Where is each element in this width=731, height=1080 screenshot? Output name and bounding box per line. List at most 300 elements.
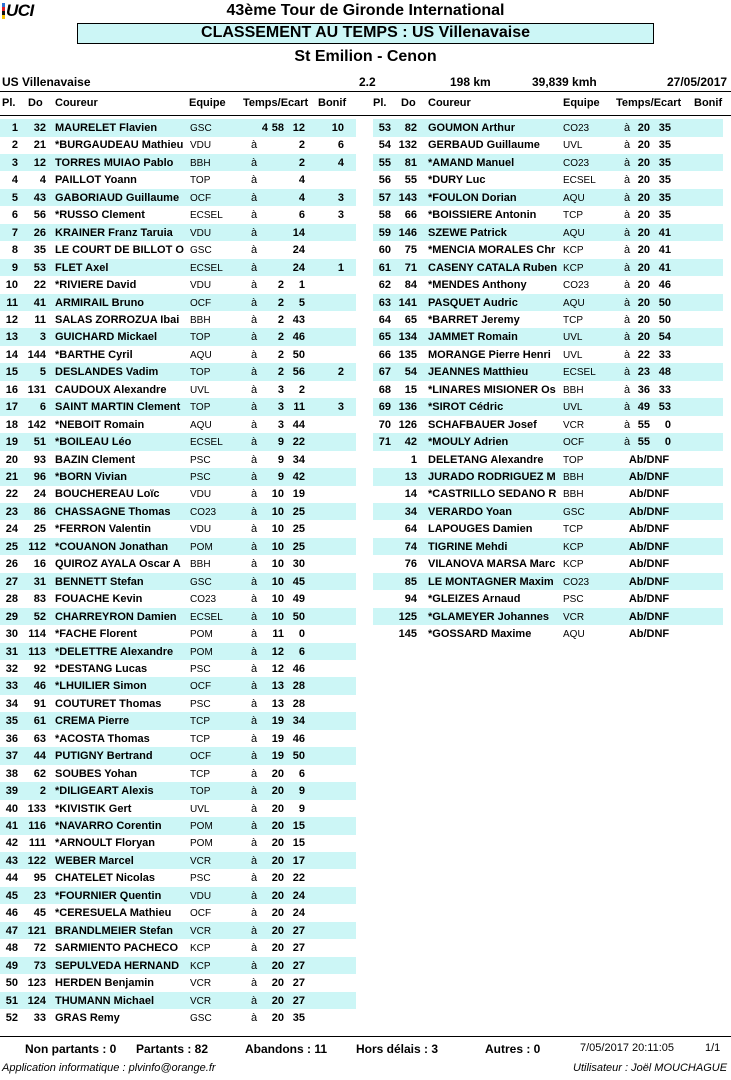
rider-name: *RIVIERE David (55, 279, 137, 292)
bib-number: 14 (404, 488, 417, 501)
time-seconds: 56 (292, 366, 305, 379)
time-minutes: 20 (271, 820, 284, 832)
table-row (0, 800, 356, 818)
team-code: OCF (190, 751, 212, 763)
dnf-status: Ab/DNF (628, 558, 670, 571)
rider-name: SZEWE Patrick (428, 226, 507, 239)
col-bonif-right: Bonif (694, 97, 723, 109)
bib-number: 21 (33, 139, 46, 152)
rider-name: *AMAND Manuel (428, 156, 515, 169)
time-seconds: 22 (292, 872, 305, 885)
table-row (0, 712, 356, 730)
rank: 16 (5, 383, 18, 396)
rank: 36 (5, 732, 18, 745)
team-code: ECSEL (190, 210, 223, 222)
time-minutes: 10 (271, 558, 284, 571)
bib-number: 95 (33, 872, 46, 885)
time-seconds: 9 (298, 802, 305, 815)
time-seconds: 9 (298, 785, 305, 798)
time-minutes: 2 (277, 296, 284, 309)
rider-name: *BARTHE Cyril (55, 348, 133, 361)
table-row (0, 294, 356, 312)
gap-prefix: à (251, 174, 258, 187)
team-code: BBH (190, 559, 211, 571)
bonus: 2 (337, 366, 344, 379)
rank: 60 (378, 244, 391, 257)
rider-name: BOUCHEREAU Loïc (55, 488, 160, 501)
bib-number: 61 (33, 715, 46, 728)
table-row (0, 346, 356, 364)
time-seconds: 54 (658, 331, 671, 344)
table-row (373, 154, 723, 172)
team-code: AQU (190, 419, 212, 431)
bib-number: 74 (404, 540, 417, 553)
table-row (0, 747, 356, 765)
footer-autres: Autres : 0 (485, 1042, 541, 1056)
time-seconds: 6 (298, 209, 305, 222)
bib-number: 55 (404, 174, 417, 187)
team-code: KCP (190, 943, 211, 955)
time-seconds: 50 (658, 313, 671, 326)
time-seconds: 15 (292, 820, 305, 832)
gap-prefix: à (251, 697, 258, 710)
gap-prefix: à (251, 837, 258, 850)
rank: 33 (5, 680, 18, 693)
time-minutes: 20 (271, 994, 284, 1007)
bib-number: 96 (33, 471, 46, 483)
time-seconds: 50 (292, 750, 305, 763)
team-code: KCP (190, 960, 211, 972)
gap-prefix: à (251, 348, 258, 361)
bib-number: 33 (33, 1011, 46, 1024)
gap-prefix: à (624, 436, 631, 449)
event-title: 43ème Tour de Gironde International (226, 2, 505, 19)
rank: 70 (378, 418, 391, 431)
time-seconds: 34 (292, 453, 305, 466)
info-speed: 39,839 kmh (532, 75, 597, 89)
table-row (373, 538, 723, 556)
rider-name: *NAVARRO Corentin (55, 820, 162, 832)
time-seconds: 46 (292, 732, 305, 745)
bib-number: 63 (33, 732, 46, 745)
rank: 22 (5, 488, 18, 501)
rank: 12 (5, 313, 18, 326)
bib-number: 34 (404, 505, 417, 518)
rider-name: *CERESUELA Mathieu (55, 907, 172, 920)
time-seconds: 25 (292, 523, 305, 536)
rider-name: CHATELET Nicolas (55, 872, 156, 885)
rank: 62 (378, 279, 391, 292)
time-minutes: 20 (637, 244, 650, 257)
bib-number: 22 (33, 279, 46, 292)
rider-name: *DELETTRE Alexandre (55, 645, 174, 658)
rank: 20 (5, 453, 18, 466)
time-seconds: 35 (658, 139, 671, 152)
rank: 30 (5, 628, 18, 641)
gap-prefix: à (624, 209, 631, 222)
team-code: ECSEL (190, 611, 223, 623)
rank: 28 (5, 593, 18, 606)
time-minutes: 20 (271, 872, 284, 885)
gap-prefix: à (251, 523, 258, 536)
rider-name: JAMMET Romain (428, 331, 518, 344)
table-row (0, 206, 356, 224)
gap-prefix: à (251, 366, 258, 379)
rank: 51 (5, 994, 18, 1007)
gap-prefix: à (251, 156, 258, 169)
bib-number: 71 (404, 261, 417, 274)
time-seconds: 19 (292, 488, 305, 501)
table-row (0, 224, 356, 242)
team-code: CO23 (563, 123, 590, 134)
rider-name: *CASTRILLO SEDANO R (428, 488, 557, 501)
time-seconds: 15 (292, 837, 305, 850)
rank: 43 (5, 854, 18, 867)
col-do-left: Do (28, 97, 43, 109)
team-code: VCR (190, 995, 212, 1007)
rank: 40 (5, 802, 18, 815)
table-row (0, 765, 356, 783)
bib-number: 132 (398, 139, 417, 152)
table-row (0, 538, 356, 556)
bib-number: 86 (33, 505, 46, 518)
gap-prefix: à (251, 820, 258, 832)
team-code: CO23 (190, 506, 217, 518)
time-seconds: 24 (292, 244, 305, 257)
team-code: BBH (563, 472, 584, 483)
rider-name: *FOURNIER Quentin (55, 889, 162, 902)
time-seconds: 27 (292, 924, 305, 937)
rank: 68 (378, 383, 391, 396)
rank: 21 (5, 471, 18, 483)
time-seconds: 27 (292, 942, 305, 955)
time-minutes: 3 (277, 383, 284, 396)
col-pl-left: Pl. (2, 97, 16, 109)
team-code: POM (190, 838, 213, 850)
rider-name: SCHAFBAUER Josef (428, 418, 537, 431)
bib-number: 2 (39, 785, 46, 798)
table-row (0, 520, 356, 538)
info-team: US Villenavaise (2, 75, 91, 89)
time-minutes: 23 (637, 366, 650, 379)
gap-prefix: à (251, 575, 258, 588)
team-code: POM (190, 646, 213, 658)
bib-number: 94 (404, 593, 417, 606)
rank: 64 (378, 313, 391, 326)
bib-number: 81 (404, 156, 417, 169)
time-seconds: 25 (292, 540, 305, 553)
team-code: OCF (190, 681, 212, 693)
col-pl-right: Pl. (373, 97, 387, 109)
rider-name: SOUBES Yohan (55, 767, 138, 780)
time-minutes: 20 (637, 226, 650, 239)
table-row (373, 573, 723, 591)
team-code: VDU (190, 140, 212, 152)
rank: 7 (11, 226, 18, 239)
time-seconds: 35 (658, 156, 671, 169)
table-row (0, 904, 356, 922)
rank: 31 (5, 645, 18, 658)
rider-name: HERDEN Benjamin (55, 977, 155, 990)
team-code: BBH (190, 157, 211, 169)
rank: 1 (11, 122, 18, 134)
rider-name: SARMIENTO PACHECO (55, 942, 179, 955)
bib-number: 25 (33, 523, 46, 536)
rider-name: MAURELET Flavien (55, 122, 158, 134)
rider-name: *RUSSO Clement (55, 209, 145, 222)
rank: 37 (5, 750, 18, 763)
team-code: VDU (190, 524, 212, 536)
gap-prefix: à (624, 156, 631, 169)
rider-name: *DURY Luc (428, 174, 486, 187)
time-seconds: 41 (658, 226, 671, 239)
team-code: TCP (563, 314, 583, 326)
team-code: POM (190, 821, 213, 832)
rank: 54 (378, 139, 391, 152)
time-seconds: 27 (292, 977, 305, 990)
rider-name: GERBAUD Guillaume (428, 139, 540, 152)
dnf-status: Ab/DNF (628, 593, 670, 606)
rider-name: LAPOUGES Damien (428, 523, 533, 536)
rank: 26 (5, 558, 18, 571)
time-seconds: 49 (292, 593, 305, 606)
bib-number: 85 (404, 575, 417, 588)
team-code: VCR (563, 611, 585, 623)
table-row (0, 608, 356, 626)
dnf-status: Ab/DNF (628, 610, 670, 623)
gap-prefix: à (624, 331, 631, 344)
bib-number: 112 (28, 540, 46, 553)
bib-number: 135 (398, 348, 417, 361)
time-minutes: 19 (271, 715, 284, 728)
bib-number: 111 (28, 837, 46, 850)
table-row (373, 381, 723, 399)
rider-name: QUIROZ AYALA Oscar A (55, 558, 181, 571)
time-seconds: 41 (658, 244, 671, 257)
table-row (0, 433, 356, 451)
rank: 25 (5, 540, 18, 553)
team-code: ECSEL (563, 367, 596, 379)
time-minutes: 12 (271, 645, 284, 658)
rider-name: *BARRET Jeremy (428, 313, 520, 326)
rider-name: GOUMON Arthur (428, 122, 515, 134)
time-minutes: 11 (272, 628, 284, 641)
time-minutes: 13 (271, 697, 284, 710)
table-row (373, 311, 723, 329)
bib-number: 76 (404, 558, 417, 571)
rank: 46 (5, 907, 18, 920)
time-seconds: 6 (298, 645, 305, 658)
bonus: 3 (337, 209, 344, 222)
bib-number: 84 (404, 279, 417, 292)
time-minutes: 20 (271, 889, 284, 902)
table-row (0, 241, 356, 259)
rider-name: *LINARES MISIONER Os (428, 383, 556, 396)
rider-name: *KIVISTIK Gert (55, 802, 132, 815)
rider-name: *DILIGEART Alexis (55, 785, 154, 798)
gap-prefix: à (251, 889, 258, 902)
rider-name: *ARNOULT Floryan (55, 837, 156, 850)
gap-prefix: à (251, 488, 258, 501)
table-row (0, 834, 356, 852)
team-code: VCR (190, 978, 212, 990)
rider-name: FLET Axel (55, 261, 109, 274)
bib-number: 6 (39, 401, 46, 414)
bib-number: 133 (27, 802, 46, 815)
bonus: 3 (337, 191, 344, 204)
rank: 6 (11, 209, 18, 222)
rank: 5 (11, 191, 18, 204)
team-code: TCP (563, 210, 583, 222)
bib-number: 44 (33, 750, 46, 763)
bib-number: 12 (33, 156, 46, 169)
table-row (0, 154, 356, 172)
gap-prefix: à (251, 418, 258, 431)
time-seconds: 0 (664, 418, 671, 431)
team-code: VDU (190, 890, 212, 902)
table-row (373, 625, 723, 643)
rider-name: *GLAMEYER Johannes (428, 610, 550, 623)
time-minutes: 20 (637, 139, 650, 152)
team-code: BBH (563, 384, 584, 396)
time-seconds: 24 (292, 907, 305, 920)
gap-prefix: à (251, 558, 258, 571)
team-code: GSC (190, 1012, 212, 1024)
gap-prefix: à (624, 418, 631, 431)
team-code: VCR (563, 419, 585, 431)
team-code: GSC (190, 123, 212, 134)
time-seconds: 2 (298, 139, 305, 152)
rider-name: BENNETT Stefan (55, 575, 144, 588)
table-row (0, 852, 356, 870)
table-row (0, 677, 356, 695)
rank: 23 (5, 505, 18, 518)
gap-prefix: à (251, 645, 258, 658)
time-seconds: 35 (658, 122, 671, 134)
bib-number: 51 (33, 436, 46, 449)
time-seconds: 45 (292, 575, 305, 588)
gap-prefix: à (624, 313, 631, 326)
time-minutes: 19 (271, 732, 284, 745)
rank: 69 (378, 401, 391, 414)
bib-number: 5 (39, 366, 46, 379)
time-minutes: 19 (271, 750, 284, 763)
gap-prefix: à (251, 453, 258, 466)
table-row (0, 817, 356, 835)
team-code: PSC (190, 698, 211, 710)
gap-prefix: à (251, 244, 258, 257)
time-seconds: 50 (658, 296, 671, 309)
rider-name: SAINT MARTIN Clement (55, 401, 181, 414)
gap-prefix: à (624, 279, 631, 292)
table-row (373, 206, 723, 224)
bib-number: 56 (33, 209, 46, 222)
rider-name: GUICHARD Mickael (55, 331, 158, 344)
bib-number: 121 (27, 924, 46, 937)
bib-number: 126 (398, 418, 417, 431)
logo-text: UCI (6, 1, 34, 20)
gap-prefix: à (251, 209, 258, 222)
rider-name: CHASSAGNE Thomas (55, 505, 171, 518)
footer-abandons: Abandons : 11 (245, 1042, 328, 1056)
time-seconds: 28 (292, 697, 305, 710)
bib-number: 46 (33, 680, 46, 693)
gap-prefix: à (251, 924, 258, 937)
stage-title: St Emilion - Cenon (294, 48, 437, 65)
rank: 8 (11, 244, 18, 257)
table-row (0, 922, 356, 940)
rank: 50 (5, 977, 18, 990)
gap-prefix: à (251, 261, 258, 274)
rider-name: THUMANN Michael (55, 994, 155, 1007)
time-seconds: 22 (292, 436, 305, 449)
footer-timestamp: 7/05/2017 20:11:05 (580, 1042, 674, 1054)
rank: 19 (5, 436, 18, 449)
time-minutes: 20 (271, 907, 284, 920)
bib-number: 23 (33, 889, 46, 902)
team-code: TOP (190, 786, 211, 798)
table-row (0, 887, 356, 905)
rider-name: KRAINER Franz Taruia (55, 226, 173, 239)
table-row (0, 136, 356, 154)
team-code: KCP (563, 245, 584, 257)
bib-number: 122 (27, 854, 46, 867)
rank: 2 (11, 139, 18, 152)
gap-prefix: à (624, 174, 631, 187)
rank: 4 (11, 174, 18, 187)
rider-name: VILANOVA MARSA Marc (428, 558, 556, 571)
time-minutes: 20 (271, 942, 284, 955)
bib-number: 62 (33, 767, 46, 780)
time-seconds: 28 (292, 680, 305, 693)
team-code: KCP (563, 262, 584, 274)
gap-prefix: à (251, 750, 258, 763)
time-seconds: 2 (298, 383, 305, 396)
rider-name: SALAS ZORROZUA Ibai (55, 313, 180, 326)
bib-number: 3 (39, 331, 46, 344)
rider-name: *MOULY Adrien (428, 436, 509, 449)
bib-number: 143 (398, 191, 417, 204)
col-coureur-right: Coureur (428, 97, 471, 109)
bib-number: 16 (33, 558, 46, 571)
time-minutes: 20 (637, 279, 650, 292)
bib-number: 125 (398, 610, 417, 623)
table-row (0, 485, 356, 503)
rider-name: CAUDOUX Alexandre (55, 383, 167, 396)
gap-prefix: à (251, 767, 258, 780)
time-seconds: 41 (658, 261, 671, 274)
bib-number: 41 (33, 296, 46, 309)
time-minutes: 12 (271, 662, 284, 675)
rank: 14 (5, 348, 18, 361)
rank: 18 (5, 418, 18, 431)
time-seconds: 27 (292, 959, 305, 972)
time-minutes: 55 (637, 436, 650, 449)
rank: 49 (5, 959, 18, 972)
table-row (373, 328, 723, 346)
time-seconds: 17 (292, 854, 305, 867)
bib-number: 65 (404, 313, 417, 326)
team-code: BBH (190, 314, 211, 326)
table-row (373, 555, 723, 573)
time-minutes: 20 (637, 261, 650, 274)
rider-name: MORANGE Pierre Henri (428, 348, 551, 361)
team-code: UVL (190, 384, 210, 396)
time-hours: 4 (261, 122, 268, 134)
bib-number: 4 (39, 174, 46, 187)
rider-name: LE MONTAGNER Maxim (428, 575, 554, 588)
gap-prefix: à (251, 296, 258, 309)
